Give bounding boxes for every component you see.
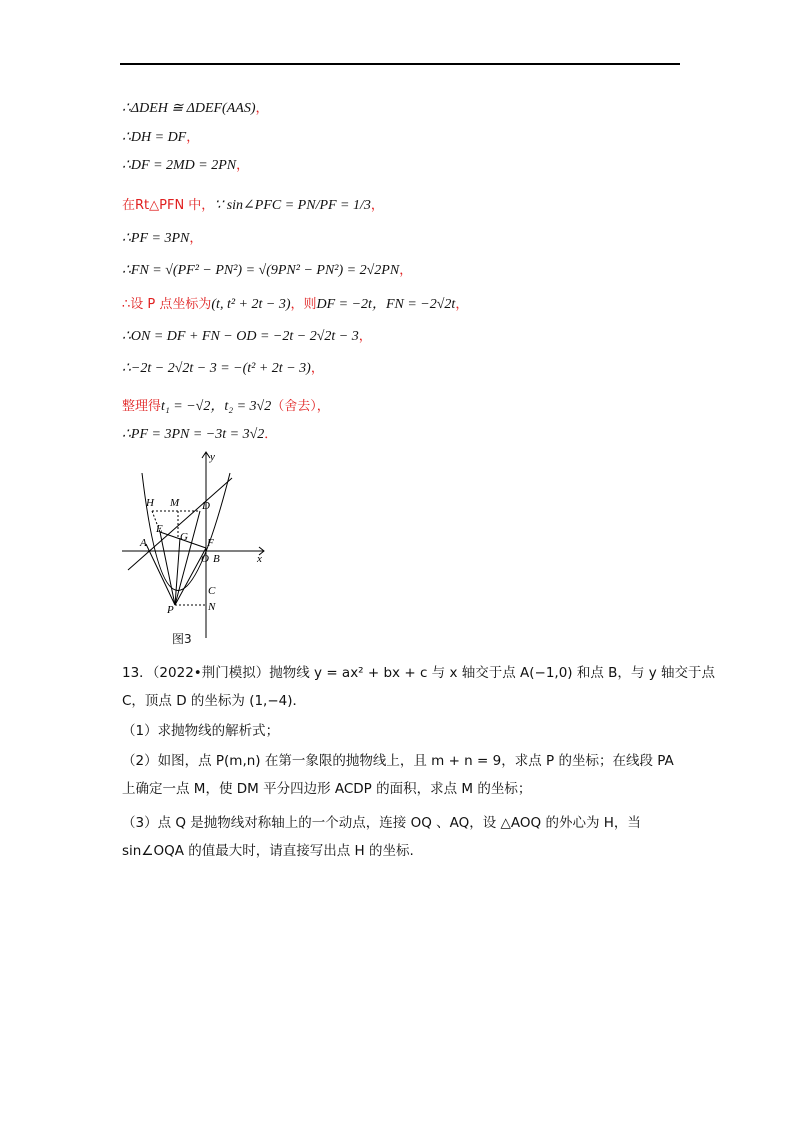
label-g: G (180, 531, 188, 543)
solution-line-6: ∴FN = √(PF² − PN²) = √(9PN² − PN²) = 2√2PN， (122, 263, 413, 278)
solution-line-5: ∴PF = 3PN， (122, 231, 203, 246)
label-x: x (257, 553, 262, 565)
solution-line-11: ∴PF = 3PN = −3t = 3√2． (122, 427, 278, 442)
question-line-1: 13．（2022•荆门模拟）抛物线 y = ax² + bx + c 与 x 轴交于点 A(−1,0) 和点 B，与 y 轴交于点 (122, 665, 715, 681)
label-b: B (213, 553, 220, 565)
solution-line-7: ∴设 P 点坐标为(t, t² + 2t − 3)，则DF = −2t，FN = −2√2t， (122, 297, 469, 312)
question-part-3b: sin∠OQA 的值最大时，请直接写出点 H 的坐标. (122, 843, 414, 859)
geometry-figure (120, 448, 270, 648)
figure-caption: 图3 (172, 632, 192, 646)
label-n: N (208, 601, 216, 613)
label-o: O (201, 553, 209, 565)
question-part-3a: （3）点 Q 是抛物线对称轴上的一个动点，连接 OQ 、AQ，设 △AOQ 的外心为 H，当 (122, 815, 641, 831)
solution-line-4: 在Rt△PFN 中，∵ sin∠PFC = PN/PF = 1/3， (122, 198, 384, 213)
label-p: P (167, 604, 174, 616)
label-e: E (156, 523, 163, 535)
header-rule (120, 63, 680, 65)
label-f: F (207, 537, 214, 549)
label-h: H (146, 497, 154, 509)
solution-line-10: 整理得t₁ = −√2，t₂ = 3√2（舍去）， (122, 399, 330, 414)
label-a: A (140, 537, 147, 549)
label-y: y (210, 451, 215, 463)
solution-line-8: ∴ON = DF + FN − OD = −2t − 2√2t − 3， (122, 329, 372, 344)
segment-pa (146, 544, 175, 605)
segment-pe (160, 532, 175, 605)
solution-line-9: ∴−2t − 2√2t − 3 = −(t² + 2t − 3)， (122, 361, 324, 376)
label-d: D (202, 500, 210, 512)
question-part-1: （1）求抛物线的解析式； (122, 723, 280, 739)
question-part-2a: （2）如图，点 P(m,n) 在第一象限的抛物线上，且 m + n = 9，求点 P 的坐标；在线段 PA (122, 753, 674, 769)
solution-line-2: ∴DH = DF， (122, 130, 200, 145)
question-part-2b: 上确定一点 M，使 DM 平分四边形 ACDP 的面积，求点 M 的坐标； (122, 781, 532, 797)
solution-line-1: ∴ΔDEH ≅ ΔDEF(AAS)， (122, 101, 269, 116)
label-m: M (170, 497, 180, 509)
question-line-2: C，顶点 D 的坐标为 (1,−4)． (122, 693, 307, 709)
solution-line-3: ∴DF = 2MD = 2PN， (122, 158, 250, 173)
label-c: C (208, 585, 216, 597)
